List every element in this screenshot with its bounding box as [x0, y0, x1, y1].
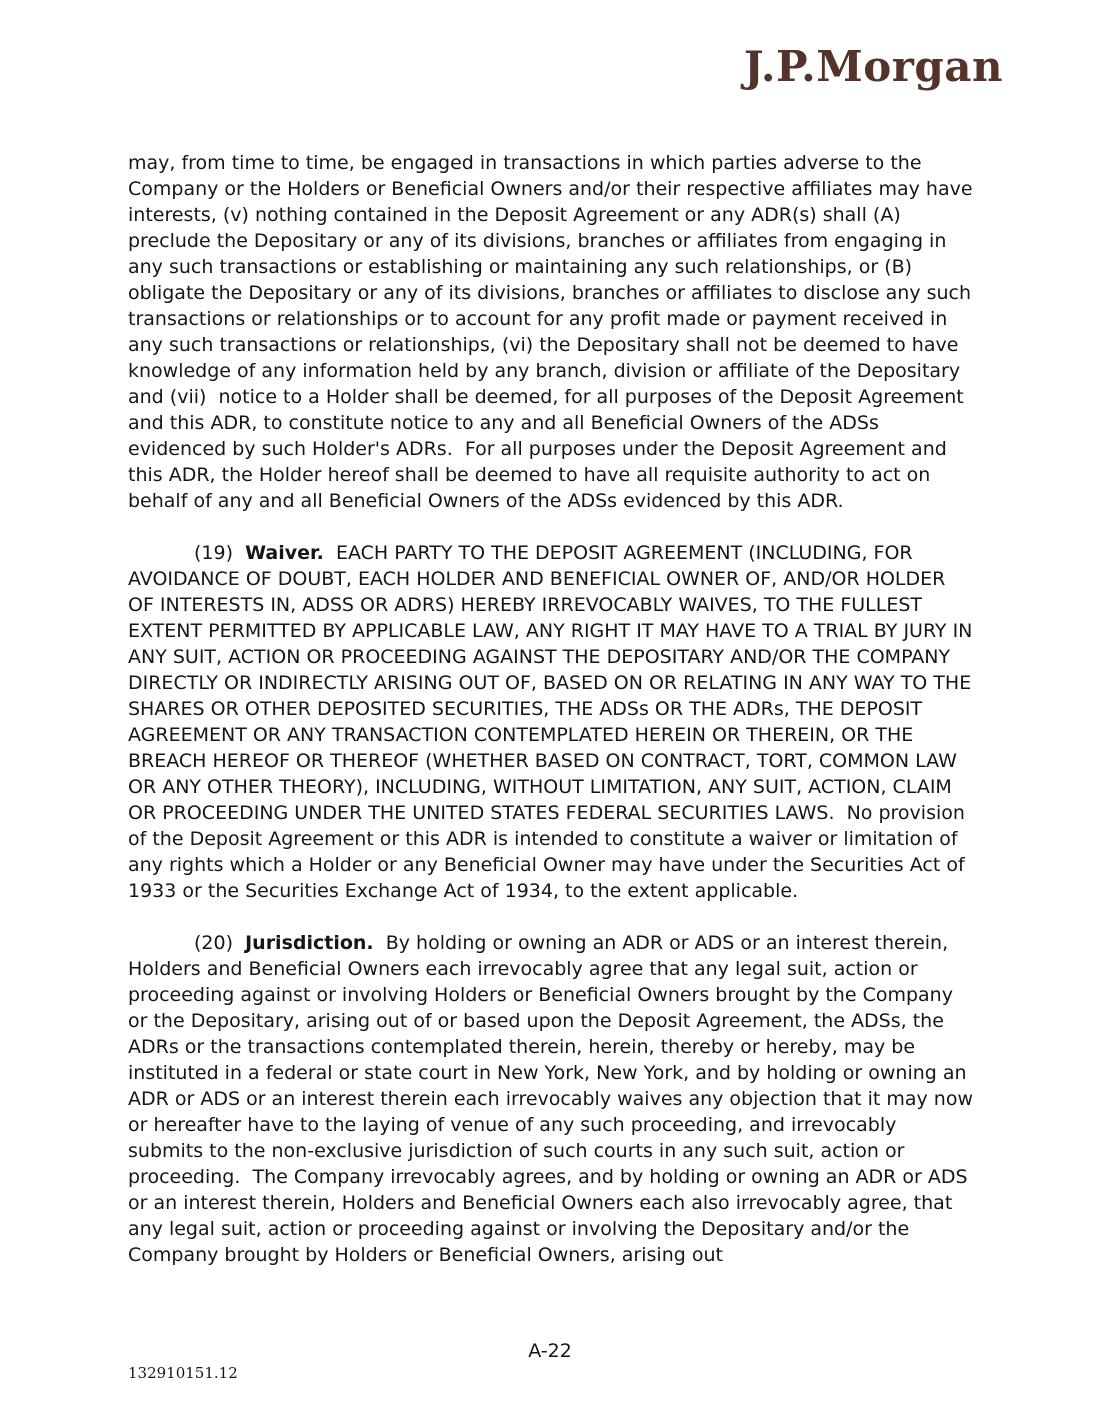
paragraph-waiver	[128, 540, 979, 904]
paragraph-text: may, from time to time, be engaged in transactions in which parties adverse to the Company or the Holders or Beneficial Owners and/or their respective affiliates may have interests, (v) nothing contained in the Deposit Agreement or any ADR(s) shall (A) preclude the Depositary or any of its divisions, branches or affiliates from engaging in any such transactions or establishing or maintaining any such relationships, or (B) obligate the Depositary or any of its divisions, branches or affiliates to disclose any such transactions or relationships or to account for any profit made or payment received in any such transactions or relationships, (vi) the Depositary shall not be deemed to have knowledge of any information held by any branch, division or affiliate of the Depositary and (vii) notice to a Holder shall be deemed, for all purposes of the Deposit Agreement and this ADR, to constitute notice to any and all Beneficial Owners of the ADSs evidenced by such Holder's ADRs. For all purposes under the Deposit Agreement and this ADR, the Holder hereof shall be deemed to have all requisite authority to act on behalf of any and all Beneficial Owners of the ADSs evidenced by this ADR.	[128, 152, 979, 512]
section-heading-jurisdiction: Jurisdiction.	[245, 932, 374, 954]
document-body	[128, 150, 980, 1294]
section-number: (19)	[194, 542, 246, 564]
paragraph-continuation	[128, 150, 979, 514]
page-number: A-22	[528, 1340, 572, 1362]
document-id: 132910151.12	[128, 1364, 238, 1382]
section-heading-waiver: Waiver.	[245, 542, 324, 564]
paragraph-jurisdiction	[128, 930, 980, 1268]
section-number: (20)	[194, 932, 246, 954]
paragraph-text: EACH PARTY TO THE DEPOSIT AGREEMENT (INCLUDING, FOR AVOIDANCE OF DOUBT, EACH HOLDER AND BENEFICIAL OWNER OF, AND/OR HOLDER OF INTERESTS IN, ADSS OR ADRS) HEREBY IRREVOCABLY WAIVES, TO THE FULLEST EXTENT PERMITTED BY APPLICABLE LAW, ANY RIGHT IT MAY HAVE TO A TRIAL BY JURY IN ANY SUIT, ACTION OR PROCEEDING AGAINST THE DEPOSITARY AND/OR THE COMPANY DIRECTLY OR INDIRECTLY ARISING OUT OF, BASED ON OR RELATING IN ANY WAY TO THE SHARES OR OTHER DEPOSITED SECURITIES, THE ADSs OR THE ADRs, THE DEPOSIT AGREEMENT OR ANY TRANSACTION CONTEMPLATED HEREIN OR THEREIN, OR THE BREACH HEREOF OR THEREOF (WHETHER BASED ON CONTRACT, TORT, COMMON LAW OR ANY OTHER THEORY), INCLUDING, WITHOUT LIMITATION, ANY SUIT, ACTION, CLAIM OR PROCEEDING UNDER THE UNITED STATES FEDERAL SECURITIES LAWS. No provision of the Deposit Agreement or this ADR is intended to constitute a waiver or limitation of any rights which a Holder or any Beneficial Owner may have under the Securities Act of 1933 or the Securities Exchange Act of 1934, to the extent applicable.	[128, 542, 979, 902]
jpmorgan-logo: J.P.Morgan	[743, 42, 1003, 91]
paragraph-text: By holding or owning an ADR or ADS or an interest therein, Holders and Beneficial Owners each irrevocably agree that any legal suit, action or proceeding against or involving Holders or Beneficial Owners brought by the Company or the Depositary, arising out of or based upon the Deposit Agreement, the ADSs, the ADRs or the transactions contemplated therein, herein, thereby or hereby, may be instituted in a federal or state court in New York, New York, and by holding or owning an ADR or ADS or an interest therein each irrevocably waives any objection that it may now or hereafter have to the laying of venue of any such proceeding, and irrevocably submits to the non-exclusive jurisdiction of such courts in any such suit, action or proceeding. The Company irrevocably agrees, and by holding or owning an ADR or ADS or an interest therein, Holders and Beneficial Owners each also irrevocably agree, that any legal suit, action or proceeding against or involving the Depositary and/or the Company brought by Holders or Beneficial Owners, arising out	[128, 932, 980, 1266]
